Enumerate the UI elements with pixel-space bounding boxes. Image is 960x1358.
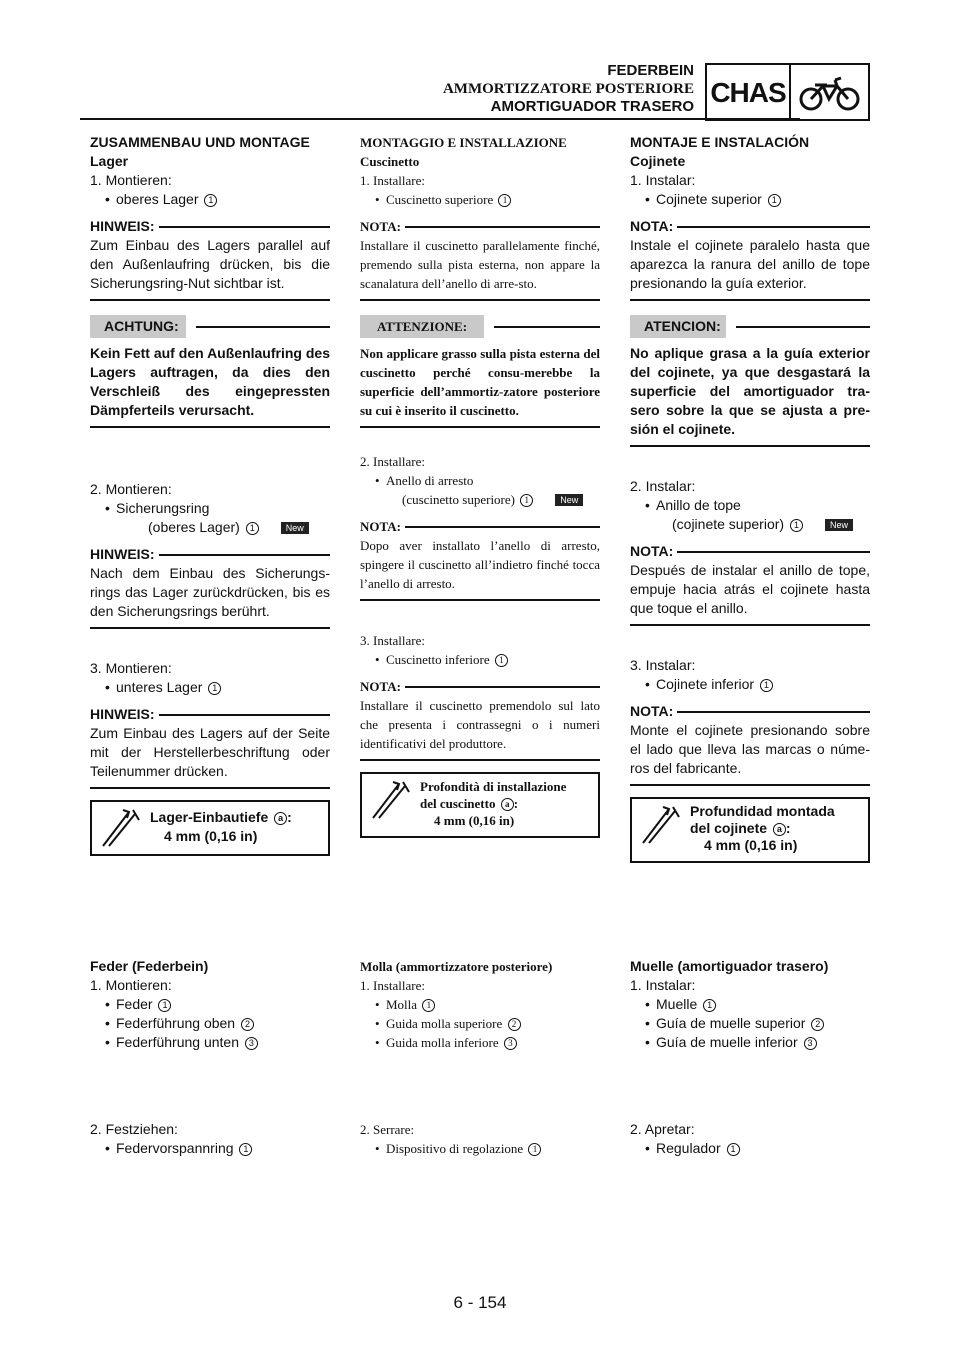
step-item-detail: (cojinete superior) 1 New (630, 515, 870, 534)
spring-item: • Molla 1 (360, 995, 600, 1014)
step-item: • Cojinete inferior 1 (630, 675, 870, 694)
spring-heading: Feder (Federbein) (90, 958, 209, 974)
tighten-item: • Federvorspannring 1 (90, 1139, 330, 1158)
warning-header: ATENCION: (630, 315, 870, 338)
step-item-detail: (cuscinetto superiore) 1 New (360, 490, 600, 509)
spring-item: • Federführung oben 2 (90, 1014, 330, 1033)
wrench-icon (92, 802, 150, 854)
note-text: Dopo aver installato l’anello di arresto, spingere il cuscinetto all’indietro finché tocca l’anello di arresto. (360, 536, 600, 601)
section-heading: MONTAGGIO E INSTALLAZIONE (360, 135, 567, 150)
tighten-item: • Regulador 1 (630, 1139, 870, 1158)
tighten-step: 2. Festziehen: (90, 1121, 178, 1137)
step-2: 2. Montieren: (90, 481, 172, 497)
note-text: Monte el cojinete presionando sobre el lado que lleva las marcas o núme-ros del fabricante. (630, 721, 870, 786)
warning-text: No aplique grasa a la guía exterior del cojinete, ya que desgastará la superficie del amortiguador tra-sero sobre la que se ajusta a pre-sión el cojinete. (630, 344, 870, 447)
new-badge: New (825, 519, 853, 531)
wrench-icon (632, 799, 690, 861)
spring-item: • Federführung unten 3 (90, 1033, 330, 1052)
step-3: 3. Installare: (360, 633, 425, 648)
note-header: HINWEIS: (90, 217, 330, 236)
new-badge: New (555, 494, 583, 506)
step-item: • Sicherungsring (90, 499, 330, 518)
tighten-section-es (630, 1120, 870, 1158)
new-badge: New (281, 522, 309, 534)
warning-text: Kein Fett auf den Außenlaufring des Lagers auftragen, da dies den Verschleiß des eingepressten Dämpferteils verursacht. (90, 344, 330, 428)
spring-item: • Guida molla inferiore 3 (360, 1033, 600, 1052)
note-header: NOTA: (360, 517, 600, 536)
step-item-detail: (oberes Lager) 1 New (90, 518, 330, 537)
warning-header: ACHTUNG: (90, 315, 330, 338)
tighten-section-it (360, 1120, 600, 1158)
note-header: NOTA: (360, 217, 600, 236)
spring-step-1: 1. Montieren: (90, 977, 172, 993)
spring-heading: Molla (ammortizzatore posteriore) (360, 959, 553, 974)
tighten-step: 2. Serrare: (360, 1122, 415, 1137)
step-item: • Cojinete superior 1 (630, 190, 870, 209)
note-text: Zum Einbau des Lagers parallel auf den Außenlaufring drücken, bis die Sicherungsring-Nut sichtbar ist. (90, 236, 330, 301)
step-item: • unteres Lager 1 (90, 678, 330, 697)
spring-heading: Muelle (amortiguador trasero) (630, 958, 829, 974)
note-text: Instale el cojinete paralelo hasta que aparezca la ranura del anillo de tope presionando la guía exterior. (630, 236, 870, 301)
note-header: HINWEIS: (90, 545, 330, 564)
note-text: Installare il cuscinetto premendolo sul lato che presenta i contrassegni o i numeri identificativi del produttore. (360, 696, 600, 761)
spring-section-it (360, 957, 600, 1052)
step-1: 1. Montieren: (90, 172, 172, 188)
sub-heading: Lager (90, 153, 129, 169)
spring-section-es (630, 957, 870, 1052)
step-2: 2. Installare: (360, 454, 425, 469)
step-1: 1. Installare: (360, 173, 425, 188)
spring-item: • Guía de muelle superior 2 (630, 1014, 870, 1033)
section-heading: ZUSAMMENBAU UND MONTAGE (90, 134, 310, 150)
column-it (360, 133, 600, 838)
step-2: 2. Instalar: (630, 478, 696, 494)
title-de: FEDERBEIN (607, 62, 694, 79)
spec-box: Profondità di installazione del cuscinetto a : 4 mm (0,16 in) (360, 772, 600, 838)
wrench-icon (362, 774, 420, 836)
warning-text: Non applicare grasso sulla pista esterna del cuscinetto perché consu-merebbe la superficie dell’ammortiz-zatore posteriore su cui è inserito il cuscinetto. (360, 344, 600, 428)
note-text: Después de instalar el anillo de tope, empuje hacia atrás el cojinete hasta que toque el anillo. (630, 561, 870, 626)
section-badge (705, 63, 870, 121)
note-text: Installare il cuscinetto parallelamente finché, premendo sulla pista esterna, non appare la scanalatura dell’anello di arre-sto. (360, 236, 600, 301)
tighten-step: 2. Apretar: (630, 1121, 695, 1137)
note-header: NOTA: (360, 677, 600, 696)
tighten-section-de (90, 1120, 330, 1158)
title-it: AMMORTIZZATORE POSTERIORE (442, 81, 694, 97)
step-item: • Cuscinetto superiore 1 (360, 190, 600, 209)
warning-header: ATTENZIONE: (360, 315, 600, 338)
note-header: NOTA: (630, 542, 870, 561)
spring-item: • Guida molla superiore 2 (360, 1014, 600, 1033)
section-code: CHAS (707, 65, 791, 119)
page-number: 6 - 154 (453, 1293, 507, 1312)
spec-box: Lager-Einbautiefe a : 4 mm (0,16 in) (90, 800, 330, 856)
section-heading: MONTAJE E INSTALACIÓN (630, 134, 810, 150)
note-header: HINWEIS: (90, 705, 330, 724)
title-es: AMORTIGUADOR TRASERO (490, 98, 694, 115)
header-rule (80, 118, 800, 120)
step-item: • Cuscinetto inferiore 1 (360, 650, 600, 669)
step-item: • oberes Lager 1 (90, 190, 330, 209)
step-item: • Anello di arresto (360, 471, 600, 490)
note-text: Zum Einbau des Lagers auf der Seite mit der Herstellerbeschriftung oder Teilenummer drücken. (90, 724, 330, 789)
spring-item: • Feder 1 (90, 995, 330, 1014)
note-text: Nach dem Einbau des Sicherungs-rings das Lager zurückdrücken, bis es den Sicherungsrings berührt. (90, 564, 330, 629)
header-titles (443, 62, 694, 116)
column-es (630, 133, 870, 863)
spec-box: Profundidad montada del cojinete a : 4 mm (0,16 in) (630, 797, 870, 863)
spring-item: • Guía de muelle inferior 3 (630, 1033, 870, 1052)
sub-heading: Cojinete (630, 153, 686, 169)
step-3: 3. Instalar: (630, 657, 696, 673)
spring-step-1: 1. Installare: (360, 978, 425, 993)
tighten-item: • Dispositivo di regolazione 1 (360, 1139, 600, 1158)
step-1: 1. Instalar: (630, 172, 696, 188)
column-de (90, 133, 330, 856)
spring-section-de (90, 957, 330, 1052)
motorcycle-icon (791, 65, 868, 119)
step-3: 3. Montieren: (90, 660, 172, 676)
spring-item: • Muelle 1 (630, 995, 870, 1014)
note-header: NOTA: (630, 217, 870, 236)
step-item: • Anillo de tope (630, 496, 870, 515)
sub-heading: Cuscinetto (360, 154, 420, 169)
spring-step-1: 1. Instalar: (630, 977, 696, 993)
note-header: NOTA: (630, 702, 870, 721)
